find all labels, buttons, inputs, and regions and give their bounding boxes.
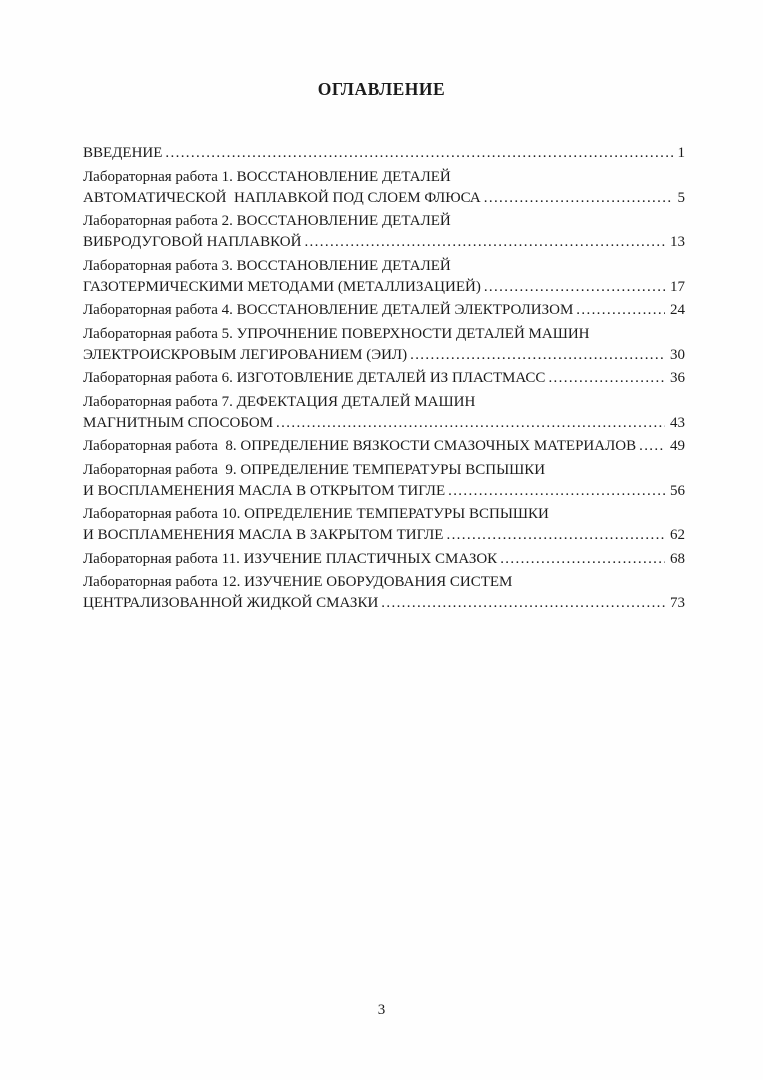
toc-entry-line-last xyxy=(83,481,685,502)
toc-page-number: 30 xyxy=(670,346,685,363)
dot-leader xyxy=(576,300,665,321)
toc-entry-line-last xyxy=(83,232,685,253)
toc-entry xyxy=(83,211,685,253)
toc-page-number: 13 xyxy=(670,234,685,250)
toc-page-number: 73 xyxy=(670,595,685,611)
toc-page-number: 24 xyxy=(670,302,685,318)
toc-entry xyxy=(83,167,685,209)
toc-entry-text: Лабораторная работа 4. ВОССТАНОВЛЕНИЕ ДЕТАЛЕЙ ЭЛЕКТРОЛИЗОМ xyxy=(83,302,574,318)
toc-entry xyxy=(83,549,685,570)
dot-leader xyxy=(410,345,665,366)
toc-page-number: 43 xyxy=(670,414,685,431)
toc-entry-text: И ВОСПЛАМЕНЕНИЯ МАСЛА В ОТКРЫТОМ ТИГЛЕ xyxy=(83,482,446,499)
toc-entry-line-last xyxy=(83,143,685,164)
toc-entry-line-last xyxy=(83,345,685,366)
toc-entry xyxy=(83,300,685,321)
toc-entry xyxy=(83,572,685,614)
toc-entry-line xyxy=(83,572,685,593)
toc-entry-line xyxy=(83,324,685,345)
toc-entry-text: ЭЛЕКТРОИСКРОВЫМ ЛЕГИРОВАНИЕМ (ЭИЛ) xyxy=(83,346,408,363)
toc-entry xyxy=(83,324,685,366)
toc-entry xyxy=(83,460,685,502)
toc-entry-line-last xyxy=(83,188,685,209)
toc-entry-line xyxy=(83,504,685,525)
toc-entry-text: АВТОМАТИЧЕСКОЙ НАПЛАВКОЙ ПОД СЛОЕМ ФЛЮСА xyxy=(83,189,481,206)
toc-page-number: 49 xyxy=(670,438,685,454)
toc-page-number: 62 xyxy=(670,527,685,543)
dot-leader xyxy=(381,593,665,614)
toc-entry xyxy=(83,392,685,434)
toc-entry-text: Лабораторная работа 10. ОПРЕДЕЛЕНИЕ ТЕМПЕРАТУРЫ ВСПЫШКИ xyxy=(83,506,549,522)
toc-entry-line-last xyxy=(83,277,685,298)
toc-entry-text: Лабораторная работа 11. ИЗУЧЕНИЕ ПЛАСТИЧНЫХ СМАЗОК xyxy=(83,550,498,567)
toc-entry-line xyxy=(83,392,685,413)
toc-entry-line-last xyxy=(83,300,685,321)
toc-entry-text: Лабораторная работа 12. ИЗУЧЕНИЕ ОБОРУДОВАНИЯ СИСТЕМ xyxy=(83,574,513,590)
dot-leader xyxy=(484,277,665,298)
toc-page-number: 56 xyxy=(670,482,685,499)
toc-entry-line xyxy=(83,460,685,481)
dot-leader xyxy=(446,525,665,546)
toc-entry-text: Лабораторная работа 7. ДЕФЕКТАЦИЯ ДЕТАЛЕЙ МАШИН xyxy=(83,393,476,410)
page-title: ОГЛАВЛЕНИЕ xyxy=(317,79,446,99)
toc-page-number: 36 xyxy=(670,370,685,386)
dot-leader xyxy=(304,232,665,253)
toc-page-number: 68 xyxy=(670,550,685,567)
toc-entry-line-last xyxy=(83,593,685,614)
toc-entry-line-last xyxy=(83,368,685,389)
toc-entry-text: ВИБРОДУГОВОЙ НАПЛАВКОЙ xyxy=(83,234,302,250)
toc-entry xyxy=(83,504,685,546)
toc-entry-line-last xyxy=(83,436,685,457)
dot-leader xyxy=(639,436,665,457)
toc-page-number: 17 xyxy=(670,278,685,295)
toc-entry-text: МАГНИТНЫМ СПОСОБОМ xyxy=(83,414,274,431)
dot-leader xyxy=(276,413,665,434)
toc-entry-line-last xyxy=(83,549,685,570)
toc-entry xyxy=(83,143,685,164)
toc-entry-text: ВВЕДЕНИЕ xyxy=(83,145,163,161)
dot-leader xyxy=(500,549,665,570)
toc-entry-text: Лабораторная работа 8. ОПРЕДЕЛЕНИЕ ВЯЗКОСТИ СМАЗОЧНЫХ МАТЕРИАЛОВ xyxy=(83,438,637,454)
toc-page-number: 1 xyxy=(677,145,685,161)
dot-leader xyxy=(484,188,673,209)
toc-entry xyxy=(83,436,685,457)
toc-entry-text: Лабораторная работа 9. ОПРЕДЕЛЕНИЕ ТЕМПЕРАТУРЫ ВСПЫШКИ xyxy=(83,461,546,478)
toc-entry-line-last xyxy=(83,413,685,434)
toc-entry-line xyxy=(83,256,685,277)
toc-entry-text: ЦЕНТРАЛИЗОВАННОЙ ЖИДКОЙ СМАЗКИ xyxy=(83,595,379,611)
footer-page-number: 3 xyxy=(377,1002,386,1018)
toc-entry-text: ГАЗОТЕРМИЧЕСКИМИ МЕТОДАМИ (МЕТАЛЛИЗАЦИЕЙ) xyxy=(83,278,481,295)
toc-page-number: 5 xyxy=(677,189,685,206)
toc-entry-line xyxy=(83,167,685,188)
toc-list xyxy=(83,143,685,614)
toc-entry-text: Лабораторная работа 5. УПРОЧНЕНИЕ ПОВЕРХНОСТИ ДЕТАЛЕЙ МАШИН xyxy=(83,325,590,342)
toc-entry xyxy=(83,256,685,298)
dot-leader xyxy=(548,368,665,389)
toc-entry-text: И ВОСПЛАМЕНЕНИЯ МАСЛА В ЗАКРЫТОМ ТИГЛЕ xyxy=(83,527,444,543)
toc-entry-text: Лабораторная работа 6. ИЗГОТОВЛЕНИЕ ДЕТАЛЕЙ ИЗ ПЛАСТМАСС xyxy=(83,370,546,386)
dot-leader xyxy=(165,143,672,164)
toc-entry xyxy=(83,368,685,389)
dot-leader xyxy=(448,481,665,502)
toc-entry-text: Лабораторная работа 1. ВОССТАНОВЛЕНИЕ ДЕТАЛЕЙ xyxy=(83,168,451,185)
toc-entry-line xyxy=(83,211,685,232)
toc-entry-line-last xyxy=(83,525,685,546)
toc-entry-text: Лабораторная работа 2. ВОССТАНОВЛЕНИЕ ДЕТАЛЕЙ xyxy=(83,213,451,229)
toc-entry-text: Лабораторная работа 3. ВОССТАНОВЛЕНИЕ ДЕТАЛЕЙ xyxy=(83,257,451,274)
